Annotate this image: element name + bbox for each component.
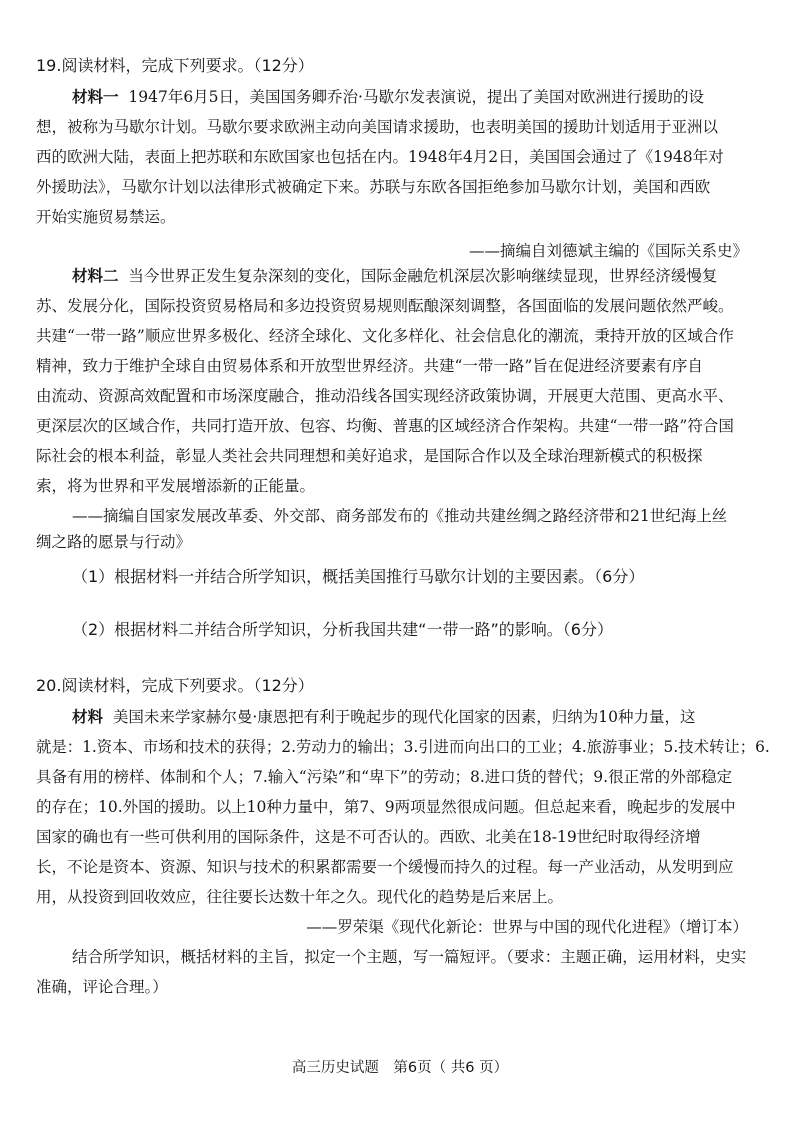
q19-m1-label: 材料一	[72, 88, 119, 106]
q19-m1-text-1: 1947年6月5日，美国国务卿乔治·马歇尔发表演说，提出了美国对欧洲进行援助的设	[128, 88, 704, 106]
q19-m2-line-4: 精神，致力于维护全球自由贸易体系和开放型世界经济。共建“一带一路”旨在促进经济要素有序自	[36, 357, 703, 375]
q19-m1-line-3: 西的欧洲大陆，表面上把苏联和东欧国家也包括在内。1948年4月2日，美国国会通过了《1948年对	[36, 148, 724, 166]
q20-m-line-7: 用，从投资到回收效应，往往要长达数十年之久。现代化的趋势是后来居上。	[36, 888, 564, 906]
q20-heading: 20.阅读材料，完成下列要求。（12分）	[36, 676, 314, 695]
q20-m-text-1: 美国未来学家赫尔曼·康恩把有利于晚起步的现代化国家的因素，归纳为10种力量，这	[112, 708, 696, 726]
q19-subquestion-2: （2）根据材料二并结合所学知识，分析我国共建“一带一路”的影响。（6分）	[72, 620, 613, 639]
q19-m1-line-2: 想，被称为马歇尔计划。马歇尔要求欧洲主动向美国请求援助，也表明美国的援助计划适用于亚洲以	[36, 118, 719, 136]
q20-m-source: ——罗荣渠《现代化新论：世界与中国的现代化进程》（增订本）	[306, 918, 748, 936]
q20-task-line-2: 准确，评论合理。）	[36, 978, 168, 996]
q19-m2-label: 材料二	[72, 267, 119, 285]
q19-m1-line-1	[72, 87, 704, 107]
q19-subquestion-1: （1）根据材料一并结合所学知识，概括美国推行马歇尔计划的主要因素。（6分）	[72, 567, 645, 586]
q19-m2-line-7: 际社会的根本利益，彰显人类社会共同理想和美好追求，是国际合作以及全球治理新模式的积极探	[36, 447, 703, 465]
page-footer: 高三历史试题 第6页（ 共6 页）	[291, 1060, 509, 1076]
q20-m-line-3: 具备有用的榜样、体制和个人；7.输入“污染”和“卑下”的劳动；8.进口货的替代；9.很正常的外部稳定	[36, 768, 733, 786]
q19-m2-line-6: 更深层次的区域合作，共同打造开放、包容、均衡、普惠的区域经济合作架构。共建“一带一路”符合国	[36, 417, 734, 435]
q19-m1-line-5: 开始实施贸易禁运。	[36, 208, 176, 226]
q19-m2-source-2: 绸之路的愿景与行动》	[36, 533, 192, 551]
q19-m1-source: ——摘编自刘德斌主编的《国际关系史》	[468, 242, 748, 260]
q19-m1-line-4: 外援助法》，马歇尔计划以法律形式被确定下来。苏联与东欧各国拒绝参加马歇尔计划，美国和西欧	[36, 178, 711, 196]
q19-m2-text-1: 当今世界正发生复杂深刻的变化，国际金融危机深层次影响继续显现，世界经济缓慢复	[128, 267, 718, 285]
q19-heading: 19.阅读材料，完成下列要求。（12分）	[36, 56, 314, 75]
q20-m-line-4: 的存在；10.外国的援助。以上10种力量中，第7、9两项显然很成问题。但总起来看，晚起步的发展中	[36, 798, 736, 816]
q20-m-label: 材料	[72, 708, 104, 726]
q19-m2-line-1	[72, 266, 717, 286]
q20-m-line-2: 就是：1.资本、市场和技术的获得；2.劳动力的输出；3.引进而向出口的工业；4.旅游事业；5.技术转让；6.	[36, 738, 770, 756]
q19-m2-line-3: 共建“一带一路”顺应世界多极化、经济全球化、文化多样化、社会信息化的潮流，秉持开放的区域合作	[36, 327, 734, 345]
q20-task-line-1: 结合所学知识，概括材料的主旨，拟定一个主题，写一篇短评。（要求：主题正确，运用材料，史实	[72, 948, 747, 966]
q19-m2-line-2: 苏、发展分化，国际投资贸易格局和多边投资贸易规则酝酿深刻调整，各国面临的发展问题依然严峻。	[36, 297, 734, 315]
q20-m-line-1	[72, 707, 696, 727]
q20-m-line-6: 长，不论是资本、资源、知识与技术的积累都需要一个缓慢而持久的过程。每一产业活动，从发明到应	[36, 858, 734, 876]
q19-m2-line-5: 由流动、资源高效配置和市场深度融合，推动沿线各国实现经济政策协调，开展更大范围、更高水平、	[36, 387, 734, 405]
q19-m2-line-8: 索，将为世界和平发展增添新的正能量。	[36, 477, 316, 495]
q19-m2-source-1: ——摘编自国家发展改革委、外交部、商务部发布的《推动共建丝绸之路经济带和21世纪海上丝	[72, 507, 728, 525]
q20-m-line-5: 国家的确也有一些可供利用的国际条件，这是不可否认的。西欧、北美在18-19世纪时取得经济增	[36, 828, 701, 846]
